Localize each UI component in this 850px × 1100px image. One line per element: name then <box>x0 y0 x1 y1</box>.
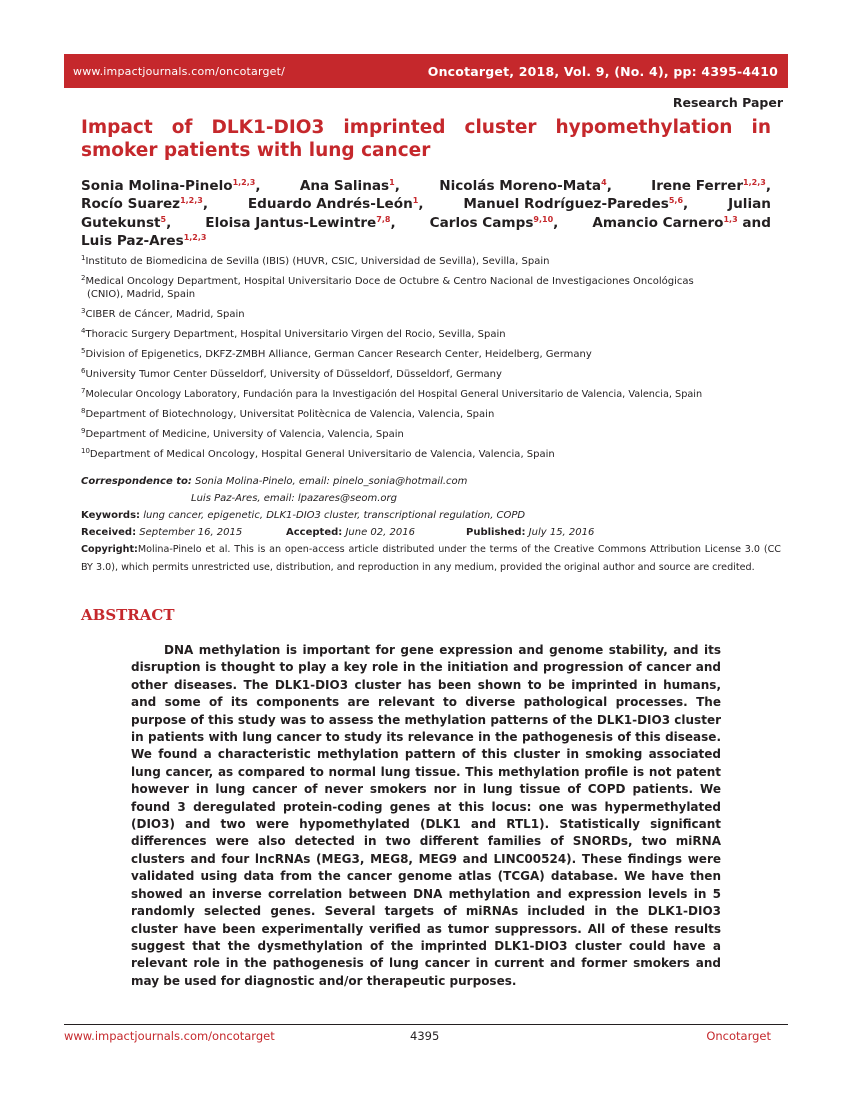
affiliation: $^8$Department of Biotechnology, Universitat Politècnica de Valencia, Valencia, Spain <box>81 406 495 420</box>
affiliation: $^7$Molecular Oncology Laboratory, Fundación para la Investigación del Hospital General Universitario de Valencia, Valencia, Spain <box>81 386 703 400</box>
publication-dates: Received: September 16, 2015 Accepted: June 02, 2016 Published: July 15, 2016 <box>81 527 595 538</box>
correspondence-line-1[interactable]: Sonia Molina-Pinelo, email: pinelo_sonia@hotmail.com <box>195 476 468 487</box>
affiliation: $^4$Thoracic Surgery Department, Hospital Universitario Virgen del Rocio, Sevilla, Spain <box>81 326 506 340</box>
author: Carlos Camps$^{9,10}$, <box>429 214 559 231</box>
article-metadata <box>81 473 781 576</box>
page-number: 4395 <box>410 1029 440 1043</box>
author: Gutekunst$^5$, <box>81 214 172 231</box>
affiliation: $^2$Medical Oncology Department, Hospital Universitario Doce de Octubre & Centro Nacional de Investigaciones Oncológicas (CNIO), Madrid, Spain <box>81 273 694 300</box>
author: Eloisa Jantus-Lewintre$^{7,8}$, <box>205 214 396 231</box>
journal-header-bar <box>64 54 788 88</box>
correspondence: Correspondence to: Sonia Molina-Pinelo, email: pinelo_sonia@hotmail.com <box>81 476 468 487</box>
copyright-notice: Copyright:Molina-Pinelo et al. This is an open-access article distributed under the terms of the Creative Commons Attribution License 3.0 (CC BY 3.0), which permits unrestricted use, distribution, and reproduction in any medium, provided the original author and source are credited. <box>81 544 781 573</box>
article-type: Research Paper <box>672 95 783 110</box>
footer-journal: Oncotarget <box>706 1029 771 1043</box>
article-title <box>81 116 771 162</box>
affiliation: $^5$Division of Epigenetics, DKFZ-ZMBH Alliance, German Cancer Research Center, Heidelberg, Germany <box>81 346 592 360</box>
affiliation: $^1$Instituto de Biomedicina de Sevilla (IBIS) (HUVR, CSIC, Universidad de Sevilla), Sevilla, Spain <box>81 254 550 267</box>
author: Rocío Suarez$^{1,2,3}$, <box>81 196 209 213</box>
citation: Oncotarget, 2018, Vol. 9, (No. 4), pp: 4395-4410 <box>427 63 778 79</box>
author-row <box>81 177 771 195</box>
author: Amancio Carnero$^{1,3}$ and <box>592 214 771 231</box>
author: Ana Salinas$^1$, <box>299 178 400 194</box>
author: Eduardo Andrés-León$^1$, <box>247 196 424 213</box>
affiliation: $^{10}$Department of Medical Oncology, Hospital General Universitario de Valencia, Valencia, Spain <box>81 446 555 460</box>
author: Sonia Molina-Pinelo$^{1,2,3}$, <box>81 178 261 194</box>
author: Irene Ferrer$^{1,2,3}$, <box>651 178 771 194</box>
abstract-text: DNA methylation is important for gene expression and genome stability, and its disruption is thought to play a key role in the initiation and progression of cancer and other diseases. The DLK1-DIO3 cluster has been shown to be imprinted in humans, and some of its components are relevant to diverse pathological processes. The purpose of this study was to assess the methylation patterns of the DLK1-DIO3 cluster in patients with lung cancer to study its relevance in the pathogenesis of this disease. We found a characteristic methylation pattern of this cluster in smoking associated lung cancer, as compared to normal lung tissue. This methylation profile is not patent however in lung cancer of never smokers nor in lung tissue of COPD patients. We found 3 deregulated protein-coding genes at this locus: one was hypermethylated (DIO3) and two were hypomethylated (DLK1 and RTL1). Statistically significant differences were also detected in two different families of SNORDs, two miRNA clusters and four lncRNAs (MEG3, MEG8, MEG9 and LINC00524). These findings were validated using data from the cancer genome atlas (TCGA) database. We have then showed an inverse correlation between DNA methylation and expression levels in 5 randomly selected genes. Several targets of miRNAs included in the DLK1-DIO3 cluster have been experimentally verified as tumor suppressors. All of these results suggest that the dysmethylation of the imprinted DLK1-DIO3 cluster could have a relevant role in the pathogenesis of lung cancer in current and former smokers and may be used for diagnostic and/or therapeutic purposes. <box>131 643 721 988</box>
affiliation: $^3$CIBER de Cáncer, Madrid, Spain <box>81 306 245 320</box>
title-line-2: smoker patients with lung cancer <box>81 140 431 161</box>
affiliation: $^9$Department of Medicine, University of Valencia, Valencia, Spain <box>81 426 404 440</box>
affiliation: $^6$University Tumor Center Düsseldorf, University of Düsseldorf, Düsseldorf, Germany <box>81 366 502 380</box>
author: Julian <box>728 196 771 213</box>
correspondence-line-2[interactable]: Luis Paz-Ares, email: lpazares@seom.org <box>191 493 397 504</box>
footer-url[interactable]: www.impactjournals.com/oncotarget <box>64 1029 275 1043</box>
author: Manuel Rodríguez-Paredes$^{5,6}$, <box>463 196 689 213</box>
author-list <box>81 177 771 250</box>
author-row <box>81 232 771 250</box>
title-line-1: Impact of DLK1-DIO3 imprinted cluster hypomethylation in <box>81 117 771 138</box>
abstract-heading: ABSTRACT <box>81 606 175 624</box>
author-row <box>81 195 771 213</box>
author-row <box>81 214 771 232</box>
keywords: Keywords: lung cancer, epigenetic, DLK1-DIO3 cluster, transcriptional regulation, COPD <box>81 510 526 521</box>
footer-divider <box>64 1024 788 1025</box>
journal-url[interactable]: www.impactjournals.com/oncotarget/ <box>73 64 286 78</box>
author: Nicolás Moreno-Mata$^4$, <box>439 178 612 194</box>
author: Luis Paz-Ares$^{1,2,3}$ <box>81 232 207 249</box>
affiliation-list <box>81 256 781 469</box>
